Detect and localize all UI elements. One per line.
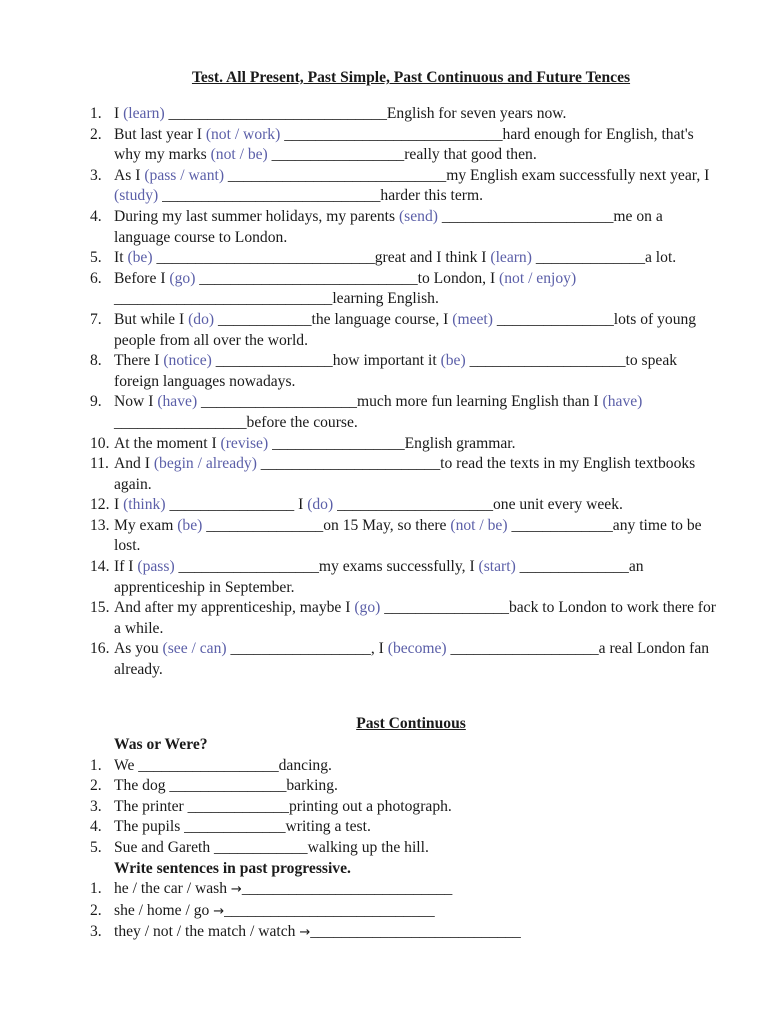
- sentence-text: _________________before the course.: [114, 413, 358, 431]
- item-number: 6.: [90, 269, 102, 287]
- exercise-item: [90, 310, 720, 351]
- verb-hint: (pass / want): [144, 166, 225, 184]
- item-number: 3.: [90, 923, 102, 941]
- verb-hint: (have): [157, 393, 198, 411]
- sentence-text: ____________________________English for seven years now.: [164, 105, 567, 122]
- sentence-text: The pupils _____________writing a test.: [114, 818, 371, 836]
- progressive-items: [90, 879, 720, 944]
- sentence-text: ____________________________learning English.: [114, 290, 439, 308]
- was-were-items: [90, 756, 720, 859]
- exercise-item: [90, 901, 720, 923]
- sentence-text: ____________________________my English exam successfully next year, I: [224, 166, 710, 184]
- verb-hint: (be): [440, 352, 466, 370]
- exercise-item: [90, 838, 720, 859]
- verb-hint: (begin / already): [153, 455, 257, 473]
- sentence-text: As I: [114, 166, 145, 184]
- item-number: 12.: [90, 496, 110, 514]
- subheading-past-progressive: Write sentences in past progressive.: [114, 859, 351, 877]
- exercise-item: [90, 454, 720, 495]
- item-number: 3.: [90, 166, 102, 184]
- exercise-item: [90, 516, 720, 557]
- sentence-text: ____________________________harder this term.: [158, 187, 484, 205]
- sentence-text: _______________lots of young people from all over the world.: [114, 310, 697, 349]
- exercise-list-past-continuous: [90, 735, 720, 944]
- verb-hint: (think): [123, 496, 166, 514]
- sentence-text: ______________an apprenticeship in September.: [114, 558, 644, 596]
- sentence-text: ____________________________great and I think I: [152, 249, 491, 267]
- sentence-text: ________________ I: [165, 496, 308, 514]
- exercise-item: [90, 269, 720, 310]
- item-number: 1.: [90, 756, 102, 774]
- verb-hint: (learn): [123, 105, 165, 122]
- sentence-text: My exam: [114, 516, 178, 534]
- exercise-item: [90, 434, 720, 455]
- sentence-text: But while I: [114, 310, 189, 328]
- exercise-item: [90, 922, 720, 944]
- sentence-text: We __________________dancing.: [114, 756, 332, 774]
- verb-hint: (become): [387, 640, 447, 658]
- verb-hint: (do): [188, 310, 215, 328]
- prompt-words: he / the car / wash: [114, 880, 231, 898]
- item-number: 11.: [90, 455, 109, 473]
- sentence-text: At the moment I: [114, 434, 221, 452]
- sentence-text: _________________English grammar.: [268, 434, 516, 452]
- sentence-text: ____________________________to London, I: [195, 269, 500, 287]
- exercise-item: [90, 598, 720, 639]
- sentence-text: The dog _______________barking.: [114, 777, 338, 795]
- sentence-text: And after my apprenticeship, maybe I: [114, 599, 355, 617]
- exercise-item: [90, 207, 720, 248]
- exercise-item: [90, 639, 720, 680]
- sentence-text: ________________back to London to work there for a while.: [114, 599, 716, 637]
- sentence-text: If I: [114, 558, 138, 576]
- verb-hint: (go): [169, 269, 196, 287]
- sentence-text: ____________________________hard enough for English, that's why my marks: [114, 125, 694, 164]
- worksheet-title: Test. All Present, Past Simple, Past Continuous and Future Tences: [191, 69, 631, 86]
- sentence-text: _______________________to read the texts in my English textbooks again.: [114, 455, 696, 493]
- verb-hint: (send): [398, 207, 438, 225]
- verb-hint: (not / be): [210, 146, 268, 164]
- sentence-text: Now I: [114, 393, 158, 411]
- item-number: 16.: [90, 640, 110, 658]
- item-number: 7.: [90, 310, 102, 328]
- exercise-item: [90, 776, 720, 797]
- sentence-text: ______________a lot.: [531, 249, 677, 267]
- sentence-text: The printer _____________printing out a photograph.: [114, 797, 452, 815]
- sentence-text: During my last summer holidays, my parents: [114, 207, 399, 225]
- sentence-text: ____________________much more fun learning English than I: [197, 393, 603, 411]
- sentence-text: __________________my exams successfully, I: [174, 558, 479, 576]
- sentence-text: I: [114, 496, 124, 514]
- sentence-text: _______________on 15 May, so there: [202, 516, 451, 534]
- exercise-list-tenses: [90, 104, 720, 681]
- item-number: 2.: [90, 777, 102, 795]
- sentence-text: ___________________a real London fan already.: [114, 640, 710, 679]
- verb-hint: (do): [307, 496, 334, 514]
- sentence-text: _________________really that good then.: [267, 146, 537, 164]
- answer-blank: ___________________________: [224, 901, 435, 919]
- sentence-text: ______________________me on a language course to London.: [114, 207, 663, 246]
- item-number: 5.: [90, 838, 102, 856]
- verb-hint: (learn): [490, 249, 532, 267]
- verb-hint: (revise): [220, 434, 269, 452]
- sentence-text: ____________________one unit every week.: [333, 496, 623, 514]
- sentence-text: As you: [114, 640, 163, 658]
- exercise-item: [90, 756, 720, 777]
- arrow-icon: →: [230, 882, 242, 898]
- item-number: 3.: [90, 797, 102, 815]
- item-number: 1.: [90, 880, 102, 898]
- verb-hint: (notice): [163, 352, 212, 370]
- sentence-text: __________________, I: [226, 640, 388, 658]
- sentence-text: _______________how important it: [211, 352, 441, 370]
- arrow-icon: →: [299, 925, 311, 941]
- sentence-text: Before I: [114, 269, 170, 287]
- verb-hint: (be): [127, 249, 153, 267]
- exercise-item: [90, 104, 720, 125]
- item-number: 2.: [90, 125, 102, 143]
- sentence-text: I: [114, 105, 124, 122]
- sentence-text: Sue and Gareth ____________walking up the hill.: [114, 838, 429, 856]
- exercise-item: [90, 797, 720, 818]
- verb-hint: (pass): [137, 558, 175, 576]
- verb-hint: (have): [602, 393, 643, 411]
- verb-hint: (see / can): [162, 640, 227, 658]
- item-number: 14.: [90, 558, 110, 576]
- exercise-item: [90, 817, 720, 838]
- exercise-item: [90, 166, 720, 207]
- verb-hint: (go): [354, 599, 381, 617]
- item-number: 5.: [90, 249, 102, 267]
- item-number: 13.: [90, 516, 110, 534]
- answer-blank: ___________________________: [241, 880, 453, 898]
- prompt-words: she / home / go: [114, 901, 214, 919]
- answer-blank: ___________________________: [310, 923, 521, 941]
- exercise-item: [90, 879, 720, 901]
- prompt-words: they / not / the match / watch: [114, 923, 300, 941]
- exercise-item: [90, 495, 720, 516]
- item-number: 4.: [90, 818, 102, 836]
- item-number: 15.: [90, 599, 110, 617]
- section-title-past-continuous: Past Continuous: [356, 715, 466, 732]
- exercise-item: [90, 248, 720, 269]
- item-number: 8.: [90, 352, 102, 370]
- verb-hint: (start): [478, 558, 516, 576]
- exercise-item: [90, 125, 720, 166]
- item-number: 2.: [90, 901, 102, 919]
- sentence-text: But last year I: [114, 125, 206, 143]
- sentence-text: ____________________to speak foreign languages nowadays.: [114, 352, 678, 390]
- arrow-icon: →: [213, 903, 225, 919]
- subheading-was-were: Was or Were?: [114, 736, 208, 753]
- verb-hint: (study): [114, 187, 159, 205]
- exercise-item: [90, 557, 720, 598]
- verb-hint: (not / be): [450, 516, 508, 534]
- sentence-text: _____________any time to be lost.: [114, 516, 702, 555]
- item-number: 10.: [90, 434, 110, 452]
- verb-hint: (be): [177, 516, 203, 534]
- sentence-text: ____________the language course, I: [214, 310, 453, 328]
- exercise-item: [90, 351, 720, 392]
- sentence-text: There I: [114, 352, 164, 370]
- exercise-item: [90, 392, 720, 433]
- item-number: 9.: [90, 393, 102, 411]
- sentence-text: And I: [114, 455, 154, 473]
- item-number: 4.: [90, 207, 102, 225]
- verb-hint: (not / work): [205, 125, 281, 143]
- sentence-text: It: [114, 249, 128, 267]
- verb-hint: (not / enjoy): [499, 269, 577, 287]
- verb-hint: (meet): [452, 310, 493, 328]
- item-number: 1.: [90, 105, 102, 122]
